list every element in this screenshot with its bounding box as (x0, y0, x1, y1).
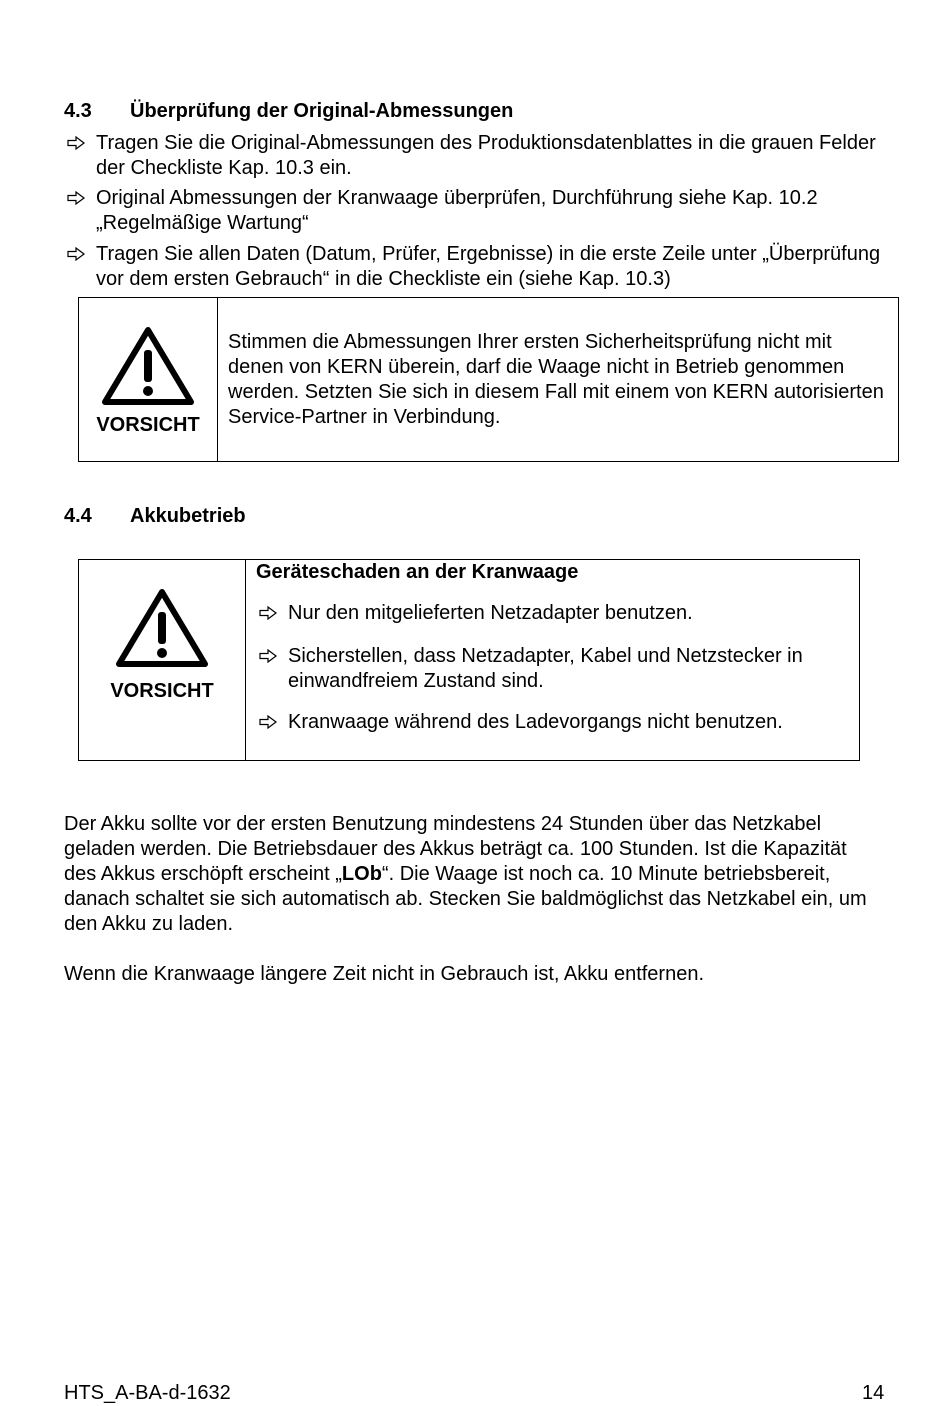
section-number: 4.4 (64, 505, 92, 527)
section-number: 4.3 (64, 100, 92, 122)
warning-box (78, 559, 860, 761)
list-item (256, 710, 849, 735)
arrow-right-icon (64, 186, 88, 212)
arrow-right-icon (256, 710, 280, 736)
section-4-4-heading (64, 505, 246, 528)
list-item-text: Kranwaage während des Ladevorgangs nicht benutzen. (288, 711, 783, 733)
list-item-text: Nur den mitgelieferten Netzadapter benutzen. (288, 602, 693, 624)
paragraph-text: “. Die Waage ist noch ca. 10 Minute betriebsbereit, danach schaltet sie sich automatisch ab. Stecken Sie baldmöglichst das Netzkabel ein, um den Akku zu laden. (64, 863, 867, 935)
warning-text-cell (246, 560, 860, 761)
display-code: LOb (341, 863, 382, 885)
section-title: Akkubetrieb (130, 505, 246, 527)
body-paragraph: Wenn die Kranwaage längere Zeit nicht in Gebrauch ist, Akku entfernen. (64, 963, 705, 985)
list-item-text: Tragen Sie die Original-Abmessungen des Produktionsdatenblattes in die grauen Felder der Checkliste Kap. 10.3 ein. (96, 132, 876, 179)
warning-text-cell (218, 298, 899, 462)
list-item-text: Original Abmessungen der Kranwaage überprüfen, Durchführung siehe Kap. 10.2 „Regelmäßige Wartung“ (96, 187, 818, 234)
list-item-text: Tragen Sie allen Daten (Datum, Prüfer, Ergebnisse) in die erste Zeile unter „Überprüfung vor dem ersten Gebrauch“ in die Checkliste ein (siehe Kap. 10.3) (96, 243, 881, 290)
section-title: Überprüfung der Original-Abmessungen (130, 100, 514, 122)
warning-icon-cell (79, 298, 218, 462)
warning-label: VORSICHT (96, 414, 200, 436)
list-item (64, 131, 884, 181)
arrow-right-icon (256, 644, 280, 670)
footer-page-number: 14 (862, 1382, 885, 1404)
warning-triangle-icon (79, 588, 245, 674)
section-4-3-heading (64, 100, 513, 123)
list-item-text: Sicherstellen, dass Netzadapter, Kabel und Netzstecker in einwandfreiem Zustand sind. (288, 645, 803, 692)
list-item (256, 644, 849, 694)
list-item (64, 186, 884, 236)
arrow-right-icon (64, 131, 88, 157)
arrow-right-icon (256, 601, 280, 627)
body-paragraph (64, 812, 884, 937)
warning-text: Stimmen die Abmessungen Ihrer ersten Sicherheitsprüfung nicht mit denen von KERN überein, darf die Waage nicht in Betrieb genommen werden. Setzten Sie sich in diesem Fall mit einem von KERN autorisierten Service-Partner in Verbindung. (228, 331, 884, 428)
warning-triangle-icon (79, 326, 217, 412)
footer-doc-id: HTS_A-BA-d-1632 (64, 1382, 231, 1404)
warning-icon-cell (79, 560, 246, 761)
arrow-right-icon (64, 242, 88, 268)
warning-label: VORSICHT (110, 680, 214, 702)
list-item (256, 601, 849, 626)
warning-box (78, 297, 899, 462)
paragraph-text: Der Akku sollte vor der ersten Benutzung mindestens 24 Stunden über das Netzkabel geladen werden. Die Betriebsdauer des Akkus beträgt ca. 100 Stunden. Ist die Kapazität des Akkus erschöpft erscheint „ (64, 813, 847, 885)
list-item (64, 242, 884, 292)
warning-heading: Geräteschaden an der Kranwaage (256, 561, 579, 583)
